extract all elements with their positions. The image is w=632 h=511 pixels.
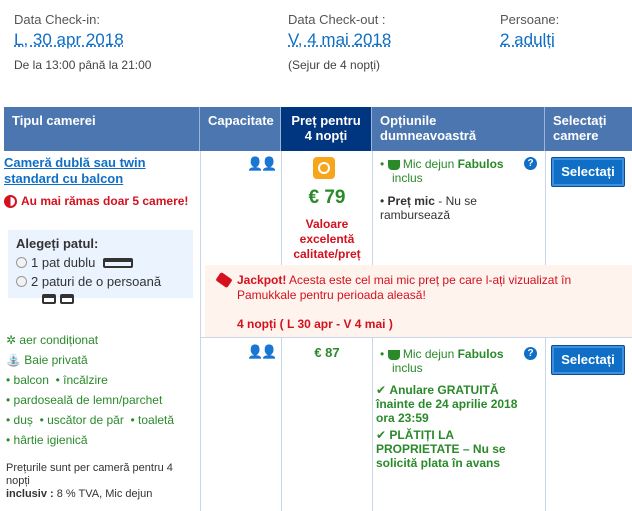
divider [200,151,201,511]
select-button[interactable]: Selectați [551,345,625,375]
bed-option-label: 1 pat dublu [31,255,96,270]
two-persons-icon: 👤👤 [247,156,276,171]
guests-block [500,12,559,50]
col-room-type: Tipul camerei [4,107,200,151]
jackpot-dates: 4 nopți ( L 30 apr - V 4 mai ) [237,317,393,331]
radio-button[interactable] [16,257,27,268]
checkout-date-link[interactable]: V, 4 mai 2018 [288,30,392,49]
guests-link[interactable]: 2 adulți [500,30,555,49]
checkin-date-link[interactable]: L, 30 apr 2018 [14,30,124,49]
col-select: Selectați camere [553,113,607,143]
double-bed-icon [103,258,133,268]
check-icon: ✔ [376,383,387,397]
bed-choice-box [8,230,193,298]
col-options: Opțiunile dumneavoastră [372,107,545,151]
offer1-breakfast: • Mic dejun Fabulos inclus [380,157,504,185]
checkin-label: Data Check-in: [14,12,100,27]
offer2-pay-at-property: ✔ PLĂTIȚI LA PROPRIETATE – Nu se solicită plata în avans [376,428,506,470]
divider [372,151,373,265]
bed-choice-title: Alegeți patul: [16,236,99,251]
coffee-cup-icon [388,160,400,170]
price-note: Prețurile sunt per cameră pentru 4 nopți inclusiv : 8 % TVA, Mic dejun [6,462,173,500]
select-button[interactable]: Selectați [551,157,625,187]
booking-dates [0,0,632,100]
rooms-left-text: Au mai rămas doar 5 camere! [21,194,189,208]
facility-bathroom: ⛲ Baie privată [6,353,88,367]
offer2-price: € 87 [314,345,340,360]
bed-option-double[interactable] [16,255,185,270]
facility-floor: • pardoseală de lemn/parchet [6,393,163,407]
room-name-link[interactable]: Cameră dublă sau twin standard cu balcon [4,155,146,186]
bed-option-label: 2 paturi de o persoană [31,274,162,289]
facility-row: • balcon • încălzire [6,373,108,387]
offer1-value-label: Valoare excelentă calitate/preț [293,217,361,261]
radio-button[interactable] [16,276,27,287]
offer2-free-cancel: ✔ Anulare GRATUITĂ înainte de 24 aprilie 2018 ora 23:59 [376,383,518,425]
offer1-low-price: • Preț mic - Nu se rambursează [380,194,477,222]
jackpot-banner: Jackpot! Acesta este cel mai mic preț pe care l-ați vizualizat în Pamukkale pentru perioada aleasă! 4 nopți ( L 30 apr - V 4 mai ) [205,265,632,337]
offer2-breakfast: • Mic dejun Fabulos inclus [380,347,504,375]
facility-row: • duș • uscător de păr • toaletă [6,413,175,427]
checkin-hours: De la 13:00 până la 21:00 [14,58,152,72]
offer1-price: € 79 [308,187,346,208]
checkout-label: Data Check-out : [288,12,386,27]
divider [372,337,373,511]
single-bed-icon [42,294,56,304]
info-icon[interactable]: ? [524,157,537,170]
checkin-block [14,12,151,72]
check-icon: ✔ [376,428,387,442]
col-price: Preț pentru 4 nopți [281,107,372,151]
checkout-block [288,12,391,72]
rooms-left-warning [4,194,188,208]
alert-icon [4,195,17,208]
info-icon[interactable]: ? [524,347,537,360]
value-deal-icon [313,157,335,179]
divider [545,337,546,511]
col-capacity: Capacitate [200,107,281,151]
twin-beds-icons [38,291,185,309]
coffee-cup-icon [388,350,400,360]
row-divider [200,337,632,338]
facility-paper: • hârtie igienică [6,433,88,447]
bed-option-twin[interactable] [16,274,185,289]
stay-length: (Sejur de 4 nopți) [288,58,381,72]
guests-label: Persoane: [500,12,560,27]
price-tag-icon [215,272,232,288]
two-persons-icon: 👤👤 [247,344,276,359]
single-bed-icon [60,294,74,304]
facility-ac: ✲ aer condiționat [6,333,99,347]
divider [281,337,282,511]
divider [545,151,546,265]
